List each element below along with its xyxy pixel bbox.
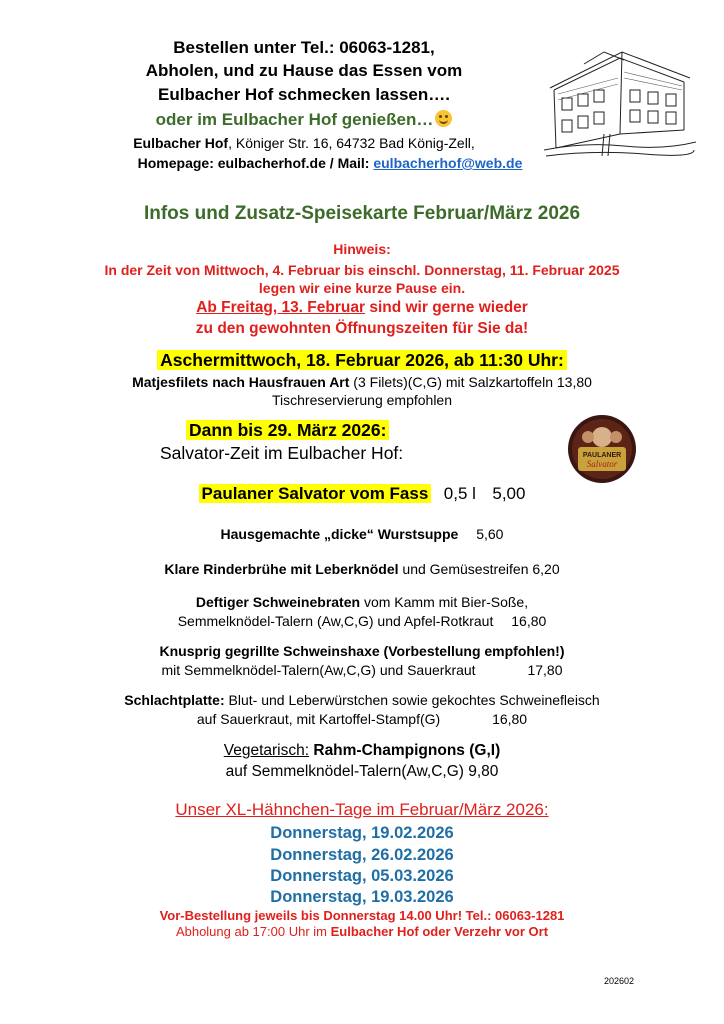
reservation-note: Tischreservierung empfohlen bbox=[271, 392, 452, 408]
menu-item-vegetarian-line2: auf Semmelknödel-Talern(Aw,C,G) 9,80 bbox=[225, 763, 499, 780]
menu-item-haxe-line2 bbox=[0, 662, 724, 678]
header-phone-line: Bestellen unter Tel.: 06063-1281, bbox=[173, 38, 435, 57]
chicken-date-2: Donnerstag, 26.02.2026 bbox=[270, 846, 454, 864]
soup-price: 5,60 bbox=[476, 526, 504, 542]
beer-size: 0,5 l bbox=[443, 484, 476, 503]
haxe-sides: mit Semmelknödel-Talern(Aw,C,G) und Sauerkraut bbox=[161, 662, 476, 678]
matjes-details: (3 Filets)(C,G) mit Salzkartoffeln 13,80 bbox=[349, 374, 592, 390]
platter-sides: auf Sauerkraut, mit Kartoffel-Stampf(G) bbox=[196, 711, 441, 727]
notice-break: legen wir eine kurze Pause ein. bbox=[258, 280, 466, 296]
notice-label: Hinweis: bbox=[333, 241, 391, 257]
address-name: Eulbacher Hof bbox=[133, 135, 229, 151]
soup-name: Hausgemachte „dicke“ Wurstsuppe bbox=[220, 526, 459, 542]
contact-prefix: Homepage: eulbacherhof.de / Mail: bbox=[137, 155, 374, 171]
ash-wednesday-heading bbox=[0, 350, 724, 371]
menu-item-roast-line2 bbox=[0, 613, 724, 629]
chicken-date-4: Donnerstag, 19.03.2026 bbox=[270, 888, 454, 906]
header-taste-line: Eulbacher Hof schmecken lassen…. bbox=[158, 85, 450, 104]
menu-item-platter-line2 bbox=[0, 711, 724, 727]
matjes-name: Matjesfilets nach Hausfrauen Art bbox=[132, 374, 350, 390]
menu-item-roast bbox=[0, 594, 724, 610]
pickup-place: Eulbacher Hof bbox=[330, 924, 419, 939]
roast-rest: vom Kamm mit Bier-Soße, bbox=[360, 594, 529, 610]
ash-wednesday-heading-text: Aschermittwoch, 18. Februar 2026, ab 11:30 Uhr: bbox=[157, 350, 567, 370]
platter-price: 16,80 bbox=[492, 711, 528, 727]
menu-item-platter bbox=[0, 692, 724, 708]
menu-item-haxe bbox=[0, 643, 724, 659]
platter-name: Schlachtplatte: bbox=[124, 692, 225, 708]
haxe-price: 17,80 bbox=[527, 662, 563, 678]
header-pickup-line: Abholen, und zu Hause das Essen vom bbox=[145, 61, 463, 80]
roast-name: Deftiger Schweinebraten bbox=[195, 594, 361, 610]
logo-paulaner-text: PAULANER bbox=[582, 452, 622, 459]
address-rest: , Königer Str. 16, 64732 Bad König-Zell, bbox=[228, 135, 475, 151]
notice-hours: zu den gewohnten Öffnungszeiten für Sie da! bbox=[195, 320, 529, 337]
email-link[interactable]: eulbacherhof@web.de bbox=[373, 155, 523, 171]
pickup-prefix: Abholung ab 17:00 Uhr im bbox=[175, 924, 331, 939]
chicken-pickup-note bbox=[0, 924, 724, 939]
document-code: 202602 bbox=[604, 976, 635, 986]
salvator-subheading: Salvator-Zeit im Eulbacher Hof: bbox=[160, 443, 404, 463]
notice-reopen bbox=[0, 299, 724, 317]
menu-item-vegetarian bbox=[0, 742, 724, 760]
header-enjoy-text: oder im Eulbacher Hof genießen… bbox=[155, 110, 434, 129]
beer-line bbox=[0, 484, 724, 504]
broth-rest: und Gemüsestreifen 6,20 bbox=[398, 561, 560, 577]
reopen-date: Ab Freitag, 13. Februar bbox=[196, 299, 366, 316]
smiling-face-icon bbox=[435, 110, 452, 127]
salvator-heading bbox=[186, 420, 389, 441]
roast-price: 16,80 bbox=[511, 613, 547, 629]
inn-sketch-image bbox=[544, 38, 696, 160]
menu-item-soup bbox=[0, 526, 724, 542]
paulaner-salvator-logo bbox=[566, 413, 638, 485]
ash-wednesday-dish bbox=[0, 374, 724, 390]
reopen-rest: sind wir gerne wieder bbox=[365, 299, 528, 316]
notice-closure-dates: In der Zeit von Mittwoch, 4. Februar bis einschl. Donnerstag, 11. Februar 2025 bbox=[104, 262, 620, 278]
chicken-days-heading: Unser XL-Hähnchen-Tage im Februar/März 2026: bbox=[175, 800, 549, 819]
pickup-suffix: oder Verzehr vor Ort bbox=[418, 924, 549, 939]
vegetarian-label: Vegetarisch: bbox=[223, 742, 310, 759]
chicken-order-note: Vor-Bestellung jeweils bis Donnerstag 14.00 Uhr! Tel.: 06063-1281 bbox=[159, 908, 565, 923]
logo-salvator-text: Salvator bbox=[586, 459, 618, 469]
salvator-heading-text: Dann bis 29. März 2026: bbox=[186, 420, 389, 440]
broth-name: Klare Rinderbrühe mit Leberknödel bbox=[164, 561, 399, 577]
chicken-date-1: Donnerstag, 19.02.2026 bbox=[270, 824, 454, 842]
menu-item-broth bbox=[0, 561, 724, 577]
beer-name: Paulaner Salvator vom Fass bbox=[199, 484, 432, 503]
vegetarian-name: Rahm-Champignons (G,I) bbox=[309, 742, 501, 759]
beer-price: 5,00 bbox=[492, 484, 526, 503]
roast-sides: Semmelknödel-Talern (Aw,C,G) und Apfel-Rotkraut bbox=[177, 613, 494, 629]
page-title: Infos und Zusatz-Speisekarte Februar/März 2026 bbox=[143, 203, 581, 224]
platter-details: Blut- und Leberwürstchen sowie gekochtes Schweinefleisch bbox=[224, 692, 600, 708]
haxe-name: Knusprig gegrillte Schweinshaxe (Vorbestellung empfohlen!) bbox=[159, 643, 565, 659]
chicken-date-3: Donnerstag, 05.03.2026 bbox=[270, 867, 454, 885]
